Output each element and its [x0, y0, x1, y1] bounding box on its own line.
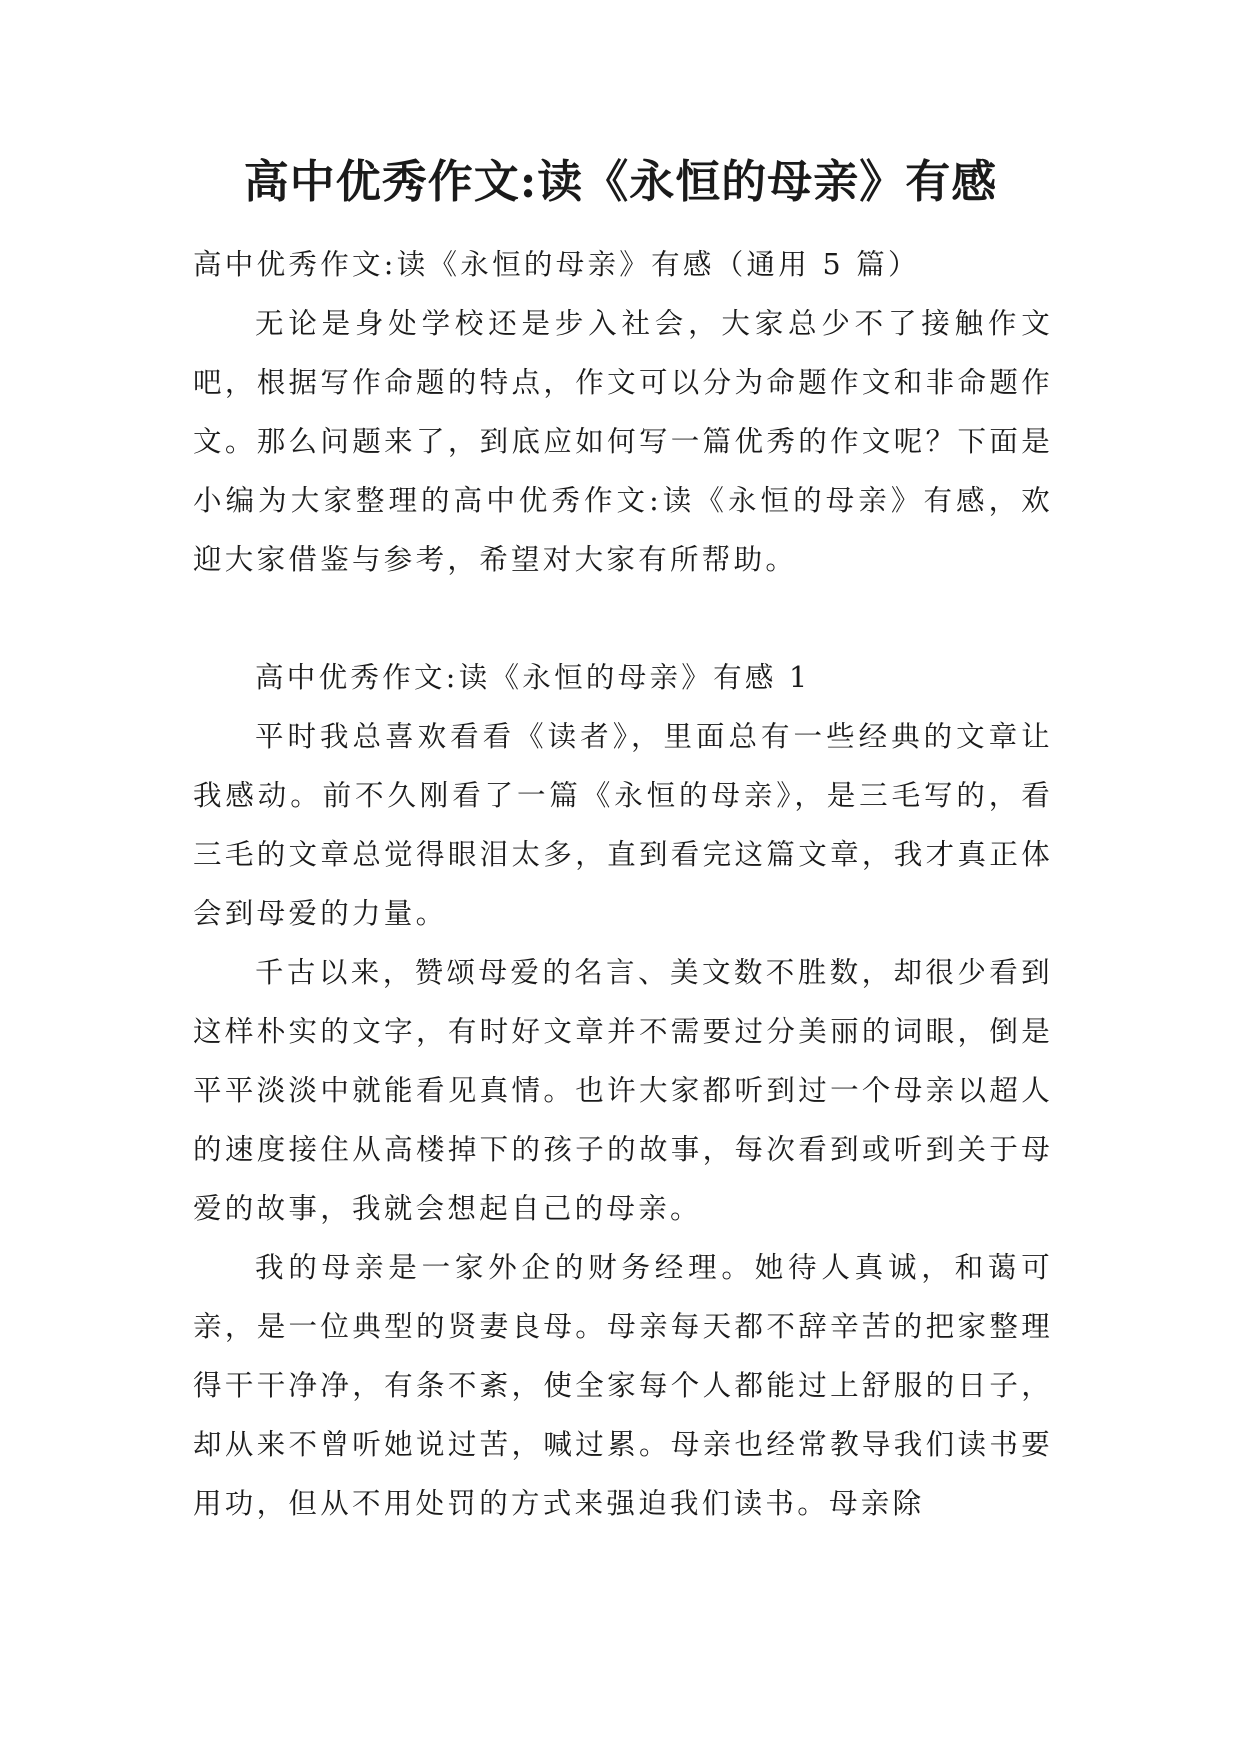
- document-subtitle: 高中优秀作文:读《永恒的母亲》有感（通用 5 篇）: [193, 248, 920, 281]
- paragraph-spacer: [193, 589, 1053, 648]
- body-paragraph-2: 千古以来，赞颂母爱的名言、美文数不胜数，却很少看到这样朴实的文字，有时好文章并不需要过分美丽的词眼，倒是平平淡淡中就能看见真情。也许大家都听到过一个母亲以超人的速度接住从高楼掉下的孩子的故事，每次看到或听到关于母爱的故事，我就会想起自己的母亲。: [193, 956, 1053, 1225]
- body-paragraph-3: 我的母亲是一家外企的财务经理。她待人真诚，和蔼可亲，是一位典型的贤妻良母。母亲每天都不辞辛苦的把家整理得干干净净，有条不紊，使全家每个人都能过上舒服的日子，却从来不曾听她说过苦，喊过累。母亲也经常教导我们读书要用功，但从不用处罚的方式来强迫我们读书。母亲除: [193, 1251, 1053, 1520]
- intro-paragraph: 无论是身处学校还是步入社会，大家总少不了接触作文吧，根据写作命题的特点，作文可以分为命题作文和非命题作文。那么问题来了，到底应如何写一篇优秀的作文呢？下面是小编为大家整理的高中优秀作文:读《永恒的母亲》有感，欢迎大家借鉴与参考，希望对大家有所帮助。: [193, 307, 1053, 576]
- section-heading: 高中优秀作文:读《永恒的母亲》有感 1: [255, 661, 811, 694]
- document-title: 高中优秀作文:读《永恒的母亲》有感: [243, 155, 998, 208]
- document-body: [193, 235, 1053, 1533]
- body-paragraph-1: 平时我总喜欢看看《读者》，里面总有一些经典的文章让我感动。前不久刚看了一篇《永恒的母亲》，是三毛写的，看三毛的文章总觉得眼泪太多，直到看完这篇文章，我才真正体会到母爱的力量。: [193, 720, 1053, 930]
